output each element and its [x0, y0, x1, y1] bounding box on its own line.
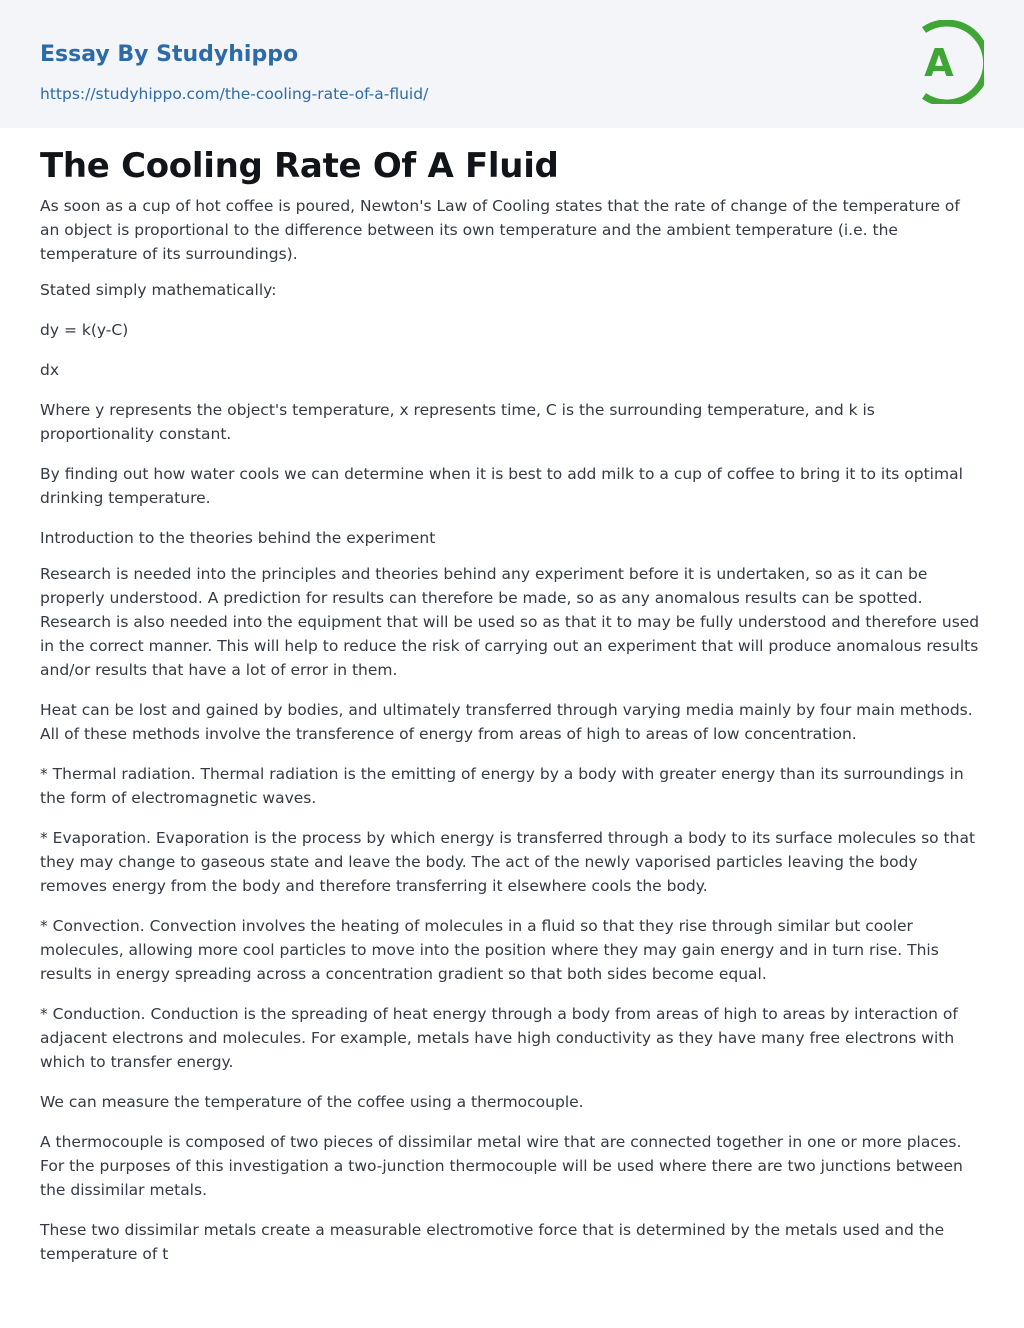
paragraph: Stated simply mathematically: — [40, 281, 277, 299]
paragraph: Heat can be lost and gained by bodies, and ultimately transferred through varying media mainly by four main methods. All of these methods involve the transference of energy from areas of high to areas of low concentration. — [40, 701, 973, 743]
section-heading: Introduction to the theories behind the experiment — [40, 529, 436, 547]
paragraph: We can measure the temperature of the coffee using a thermocouple. — [40, 1093, 584, 1111]
equation-line: dy = k(y-C) — [40, 321, 129, 339]
brand-title[interactable]: Essay By Studyhippo — [40, 42, 299, 67]
paragraph: Where y represents the object's temperature, x represents time, C is the surrounding temperature, and k is proportionality constant. — [40, 401, 875, 443]
paragraph: These two dissimilar metals create a measurable electromotive force that is determined by the metals used and the temperature of t — [40, 1221, 945, 1263]
logo-letter: A — [924, 41, 954, 85]
paragraph: Research is needed into the principles and theories behind any experiment before it is undertaken, so as it can be properly understood. A prediction for results can therefore be made, so as any anomalous results can be spotted. Research is also needed into the equipment that will be used so as that it to may be fully understood and therefore used in the correct manner. This will help to reduce the risk of carrying out an experiment that will produce anomalous results and/or results that have a lot of error in them. — [40, 565, 980, 679]
equation-line: dx — [40, 361, 60, 379]
page-title: The Cooling Rate Of A Fluid — [40, 146, 559, 186]
paragraph: A thermocouple is composed of two pieces of dissimilar metal wire that are connected together in one or more places. For the purposes of this investigation a two-junction thermocouple will be used where there are two junctions between the dissimilar metals. — [40, 1133, 963, 1199]
list-item: * Thermal radiation. Thermal radiation is the emitting of energy by a body with greater energy than its surroundings in the form of electromagnetic waves. — [40, 765, 964, 807]
paragraph: By finding out how water cools we can determine when it is best to add milk to a cup of coffee to bring it to its optimal drinking temperature. — [40, 465, 963, 507]
source-url-link[interactable]: https://studyhippo.com/the-cooling-rate-of-a-fluid/ — [40, 85, 429, 103]
list-item: * Evaporation. Evaporation is the process by which energy is transferred through a body to its surface molecules so that they may change to gaseous state and leave the body. The act of the newly vaporised particles leaving the body removes energy from the body and therefore transferring it elsewhere cools the body. — [40, 829, 976, 895]
article — [0, 128, 1024, 1266]
page-header — [0, 0, 1024, 128]
list-item: * Conduction. Conduction is the spreading of heat energy through a body from areas of high to areas by interaction of adjacent electrons and molecules. For example, metals have high conductivity as they have many free electrons with which to transfer energy. — [40, 1005, 958, 1071]
paragraph: As soon as a cup of hot coffee is poured, Newton's Law of Cooling states that the rate of change of the temperature of an object is proportional to the difference between its own temperature and the ambient temperature (i.e. the temperature of its surroundings). — [40, 197, 960, 263]
logo-icon[interactable] — [914, 20, 984, 104]
list-item: * Convection. Convection involves the heating of molecules in a fluid so that they rise through similar but cooler molecules, allowing more cool particles to move into the position where they may gain energy and in turn rise. This results in energy spreading across a concentration gradient so that both sides become equal. — [40, 917, 939, 983]
